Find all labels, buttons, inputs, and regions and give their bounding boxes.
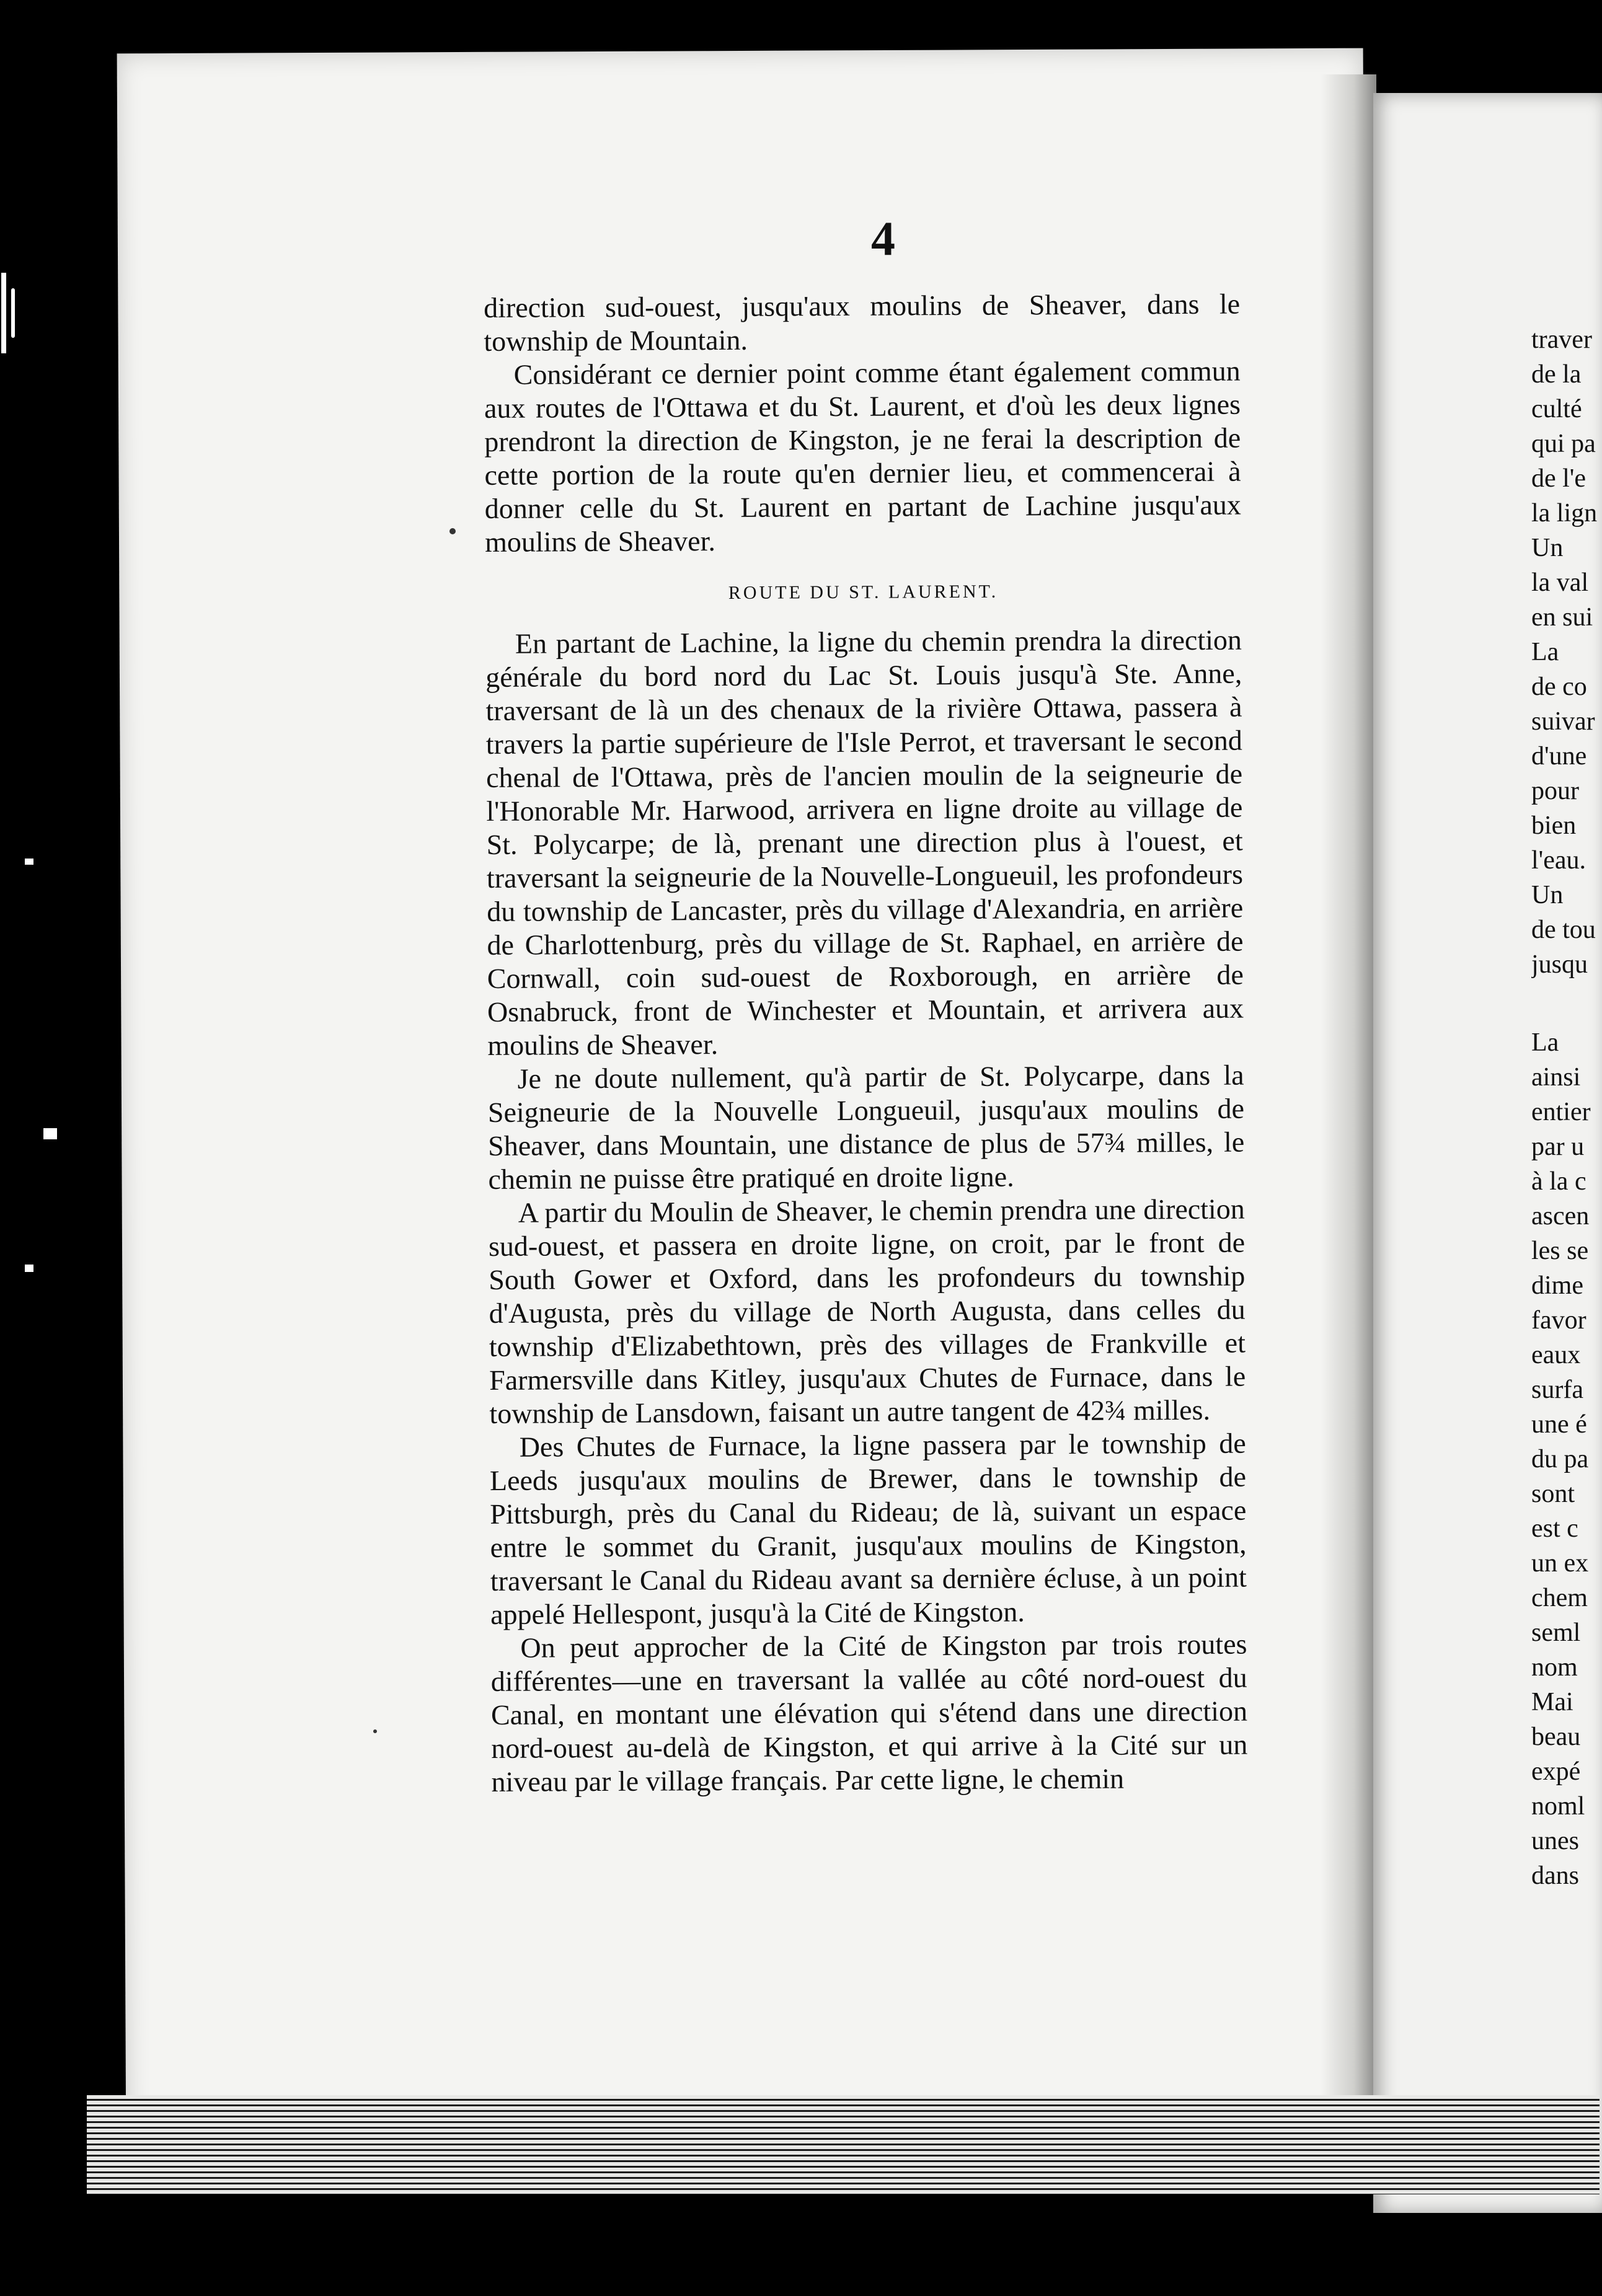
right-line: à la c	[1531, 1167, 1587, 1196]
right-line: par u	[1531, 1133, 1585, 1161]
right-line: qui pa	[1531, 430, 1596, 458]
right-line: de tou	[1531, 916, 1596, 944]
left-edge-mark	[1, 273, 6, 353]
paragraph: Considérant ce dernier point comme étant également commun aux routes de l'Ottawa et du St. Laurent, et d'où les deux lignes prendront la direction de Kingston, je ne ferai la description de cette portion de la route qu'en dernier lieu, et commencerai à donner celle du St. Laurent en partant de Lachine jusqu'aux moulins de Sheaver.	[484, 355, 1241, 558]
right-line: expé	[1531, 1757, 1581, 1786]
right-line: unes	[1531, 1827, 1579, 1855]
right-line: un ex	[1531, 1549, 1589, 1578]
right-line: les se	[1531, 1237, 1589, 1265]
right-line: dans	[1531, 1861, 1579, 1890]
right-line: de l'e	[1531, 464, 1587, 493]
paragraph: On peut approcher de la Cité de Kingston par trois routes différentes—une en traversant la vallée au côté nord-ouest du Canal, en montant une élévation qui s'étend dans une direction nord-ouest au-delà de Kingston, et qui arrive à la Cité sur un niveau par le village français. Par cette ligne, le chemin	[490, 1628, 1248, 1798]
right-line: de la	[1531, 360, 1582, 389]
right-line: Un	[1531, 881, 1564, 909]
right-line: La	[1531, 1028, 1559, 1057]
right-line: La	[1531, 638, 1559, 666]
right-line: surfa	[1531, 1375, 1583, 1404]
right-line: chem	[1531, 1584, 1588, 1612]
right-line: eaux	[1531, 1341, 1581, 1369]
right-line: l'eau.	[1531, 846, 1587, 875]
right-line: favor	[1531, 1306, 1587, 1335]
right-line: noml	[1531, 1792, 1585, 1821]
right-page-text	[1531, 322, 1602, 1893]
right-line: traver	[1531, 325, 1592, 354]
right-line: une é	[1531, 1410, 1587, 1439]
right-line: jusqu	[1531, 950, 1588, 979]
page-number: 4	[871, 211, 895, 265]
right-line: ascen	[1531, 1202, 1590, 1230]
right-line: en sui	[1531, 603, 1593, 632]
right-line: culté	[1531, 395, 1582, 423]
right-line: bien	[1531, 811, 1577, 840]
section-heading: ROUTE DU ST. LAURENT.	[728, 581, 999, 603]
left-edge-mark	[11, 288, 15, 338]
right-line: de co	[1531, 673, 1587, 701]
right-line: suivar	[1531, 707, 1595, 736]
paragraph: direction sud-ouest, jusqu'aux moulins de Sheaver, dans le township de Mountain.	[484, 288, 1241, 357]
main-text-column	[484, 288, 1248, 1799]
right-gap	[1531, 982, 1602, 1025]
right-line: sont	[1531, 1480, 1575, 1508]
paragraph: En partant de Lachine, la ligne du chemin prendra la direction générale du bord nord du Lac St. Louis jusqu'à Ste. Anne, traversant de là un des chenaux de la rivière Ottawa, passera à travers la partie supérieure de l'Isle Perrot, et traversant le second chenal de l'Ottawa, près de l'ancien moulin de la seigneurie de l'Honorable Mr. Harwood, arrivera en ligne droite au village de St. Polycarpe; de là, prenant une direction plus à l'ouest, et traversant la seigneurie de la Nouvelle-Longueuil, les profondeurs du township de Lancaster, près du village d'Alexandria, en arrière de Charlottenburg, près du village de St. Raphael, en arrière de Cornwall, coin sud-ouest de Roxborough, en arrière de Osnabruck, front de Winchester et Mountain, et arrivera aux moulins de Sheaver.	[485, 624, 1244, 1061]
right-line: dime	[1531, 1271, 1583, 1300]
right-line: la val	[1531, 568, 1589, 597]
right-line: nom	[1531, 1653, 1578, 1682]
paragraph: Je ne doute nullement, qu'à partir de St. Polycarpe, dans la Seigneurie de la Nouvelle Longueuil, jusqu'aux moulins de Sheaver, dans Mountain, une distance de plus de 57¾ milles, le chemin ne puisse être pratiqué en droite ligne.	[487, 1059, 1245, 1195]
left-edge-mark	[25, 1265, 33, 1272]
right-line: d'une	[1531, 742, 1587, 770]
right-line: la lign	[1531, 499, 1598, 528]
right-line: Un	[1531, 534, 1564, 562]
right-line: beau	[1531, 1723, 1581, 1751]
margin-speck	[449, 528, 456, 534]
left-edge-mark	[43, 1128, 57, 1139]
right-line: ainsi	[1531, 1063, 1581, 1092]
right-line: Mai	[1531, 1688, 1573, 1716]
page-stack-edge	[87, 2095, 1600, 2194]
margin-speck	[373, 1729, 377, 1733]
paragraph: A partir du Moulin de Sheaver, le chemin prendra une direction sud-ouest, et passera en droite ligne, on croit, par le front de South Gower et Oxford, dans les profondeurs du township d'Augusta, près du village de North Augusta, dans celles du township d'Elizabethtown, près des villages de Frankville et Farmersville dans Kitley, jusqu'aux Chutes de Furnace, dans le township de Lansdown, faisant un autre tangent de 42¾ milles.	[488, 1193, 1246, 1429]
right-line: seml	[1531, 1618, 1581, 1647]
left-edge-mark	[25, 859, 33, 865]
right-line: entier	[1531, 1098, 1591, 1126]
right-line: du pa	[1531, 1445, 1589, 1473]
paragraph: Des Chutes de Furnace, la ligne passera par le township de Leeds jusqu'aux moulins de Brewer, dans le township de Pittsburgh, près du Canal du Rideau; de là, suivant un espace entre le sommet du Granit, jusqu'aux moulins de Kingston, traversant le Canal du Rideau avant sa dernière écluse, à un point appelé Hellespont, jusqu'à la Cité de Kingston.	[489, 1427, 1247, 1630]
page-fold-shadow	[1321, 74, 1376, 2194]
right-line: pour	[1531, 777, 1579, 805]
right-line: est c	[1531, 1514, 1578, 1543]
